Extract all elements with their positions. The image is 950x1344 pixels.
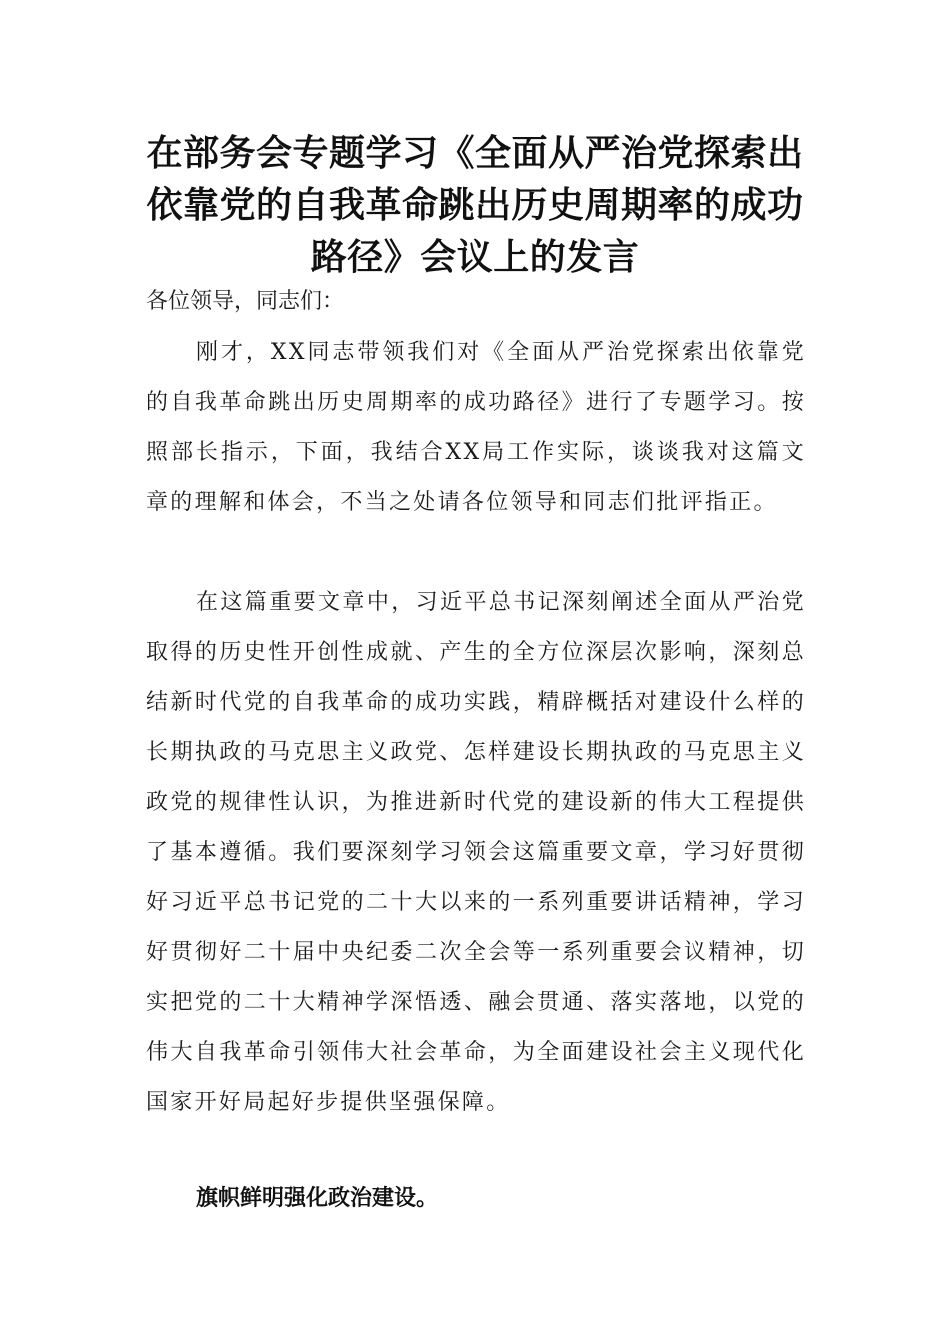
document-title: 在部务会专题学习《全面从严治党探索出依靠党的自我革命跳出历史周期率的成功路径》会议上的发言 (146, 133, 804, 278)
paragraph-main: 在这篇重要文章中，习近平总书记深刻阐述全面从严治党取得的历史性开创性成就、产生的全方位深层次影响，深刻总结新时代党的自我革命的成功实践，精辟概括对建设什么样的长期执政的马克思主义政党、怎样建设长期执政的马克思主义政党的规律性认识，为推进新时代党的建设新的伟大工程提供了基本遵循。我们要深刻学习领会这篇重要文章，学习好贯彻好习近平总书记党的二十大以来的一系列重要讲话精神，学习好贯彻好二十届中央纪委二次全会等一系列重要会议精神，切实把党的二十大精神学深悟透、融会贯通、落实落地，以党的伟大自我革命引领伟大社会革命，为全面建设社会主义现代化国家开好局起好步提供坚强保障。 (146, 590, 806, 1115)
salutation: 各位领导，同志们： (146, 289, 345, 314)
paragraph-intro: 刚才，XX同志带领我们对《全面从严治党探索出依靠党的自我革命跳出历史周期率的成功路径》进行了专题学习。按照部长指示，下面，我结合XX局工作实际，谈谈我对这篇文章的理解和体会，不当之处请各位领导和同志们批评指正。 (146, 340, 806, 515)
section-heading: 旗帜鲜明强化政治建设。 (196, 1186, 439, 1211)
